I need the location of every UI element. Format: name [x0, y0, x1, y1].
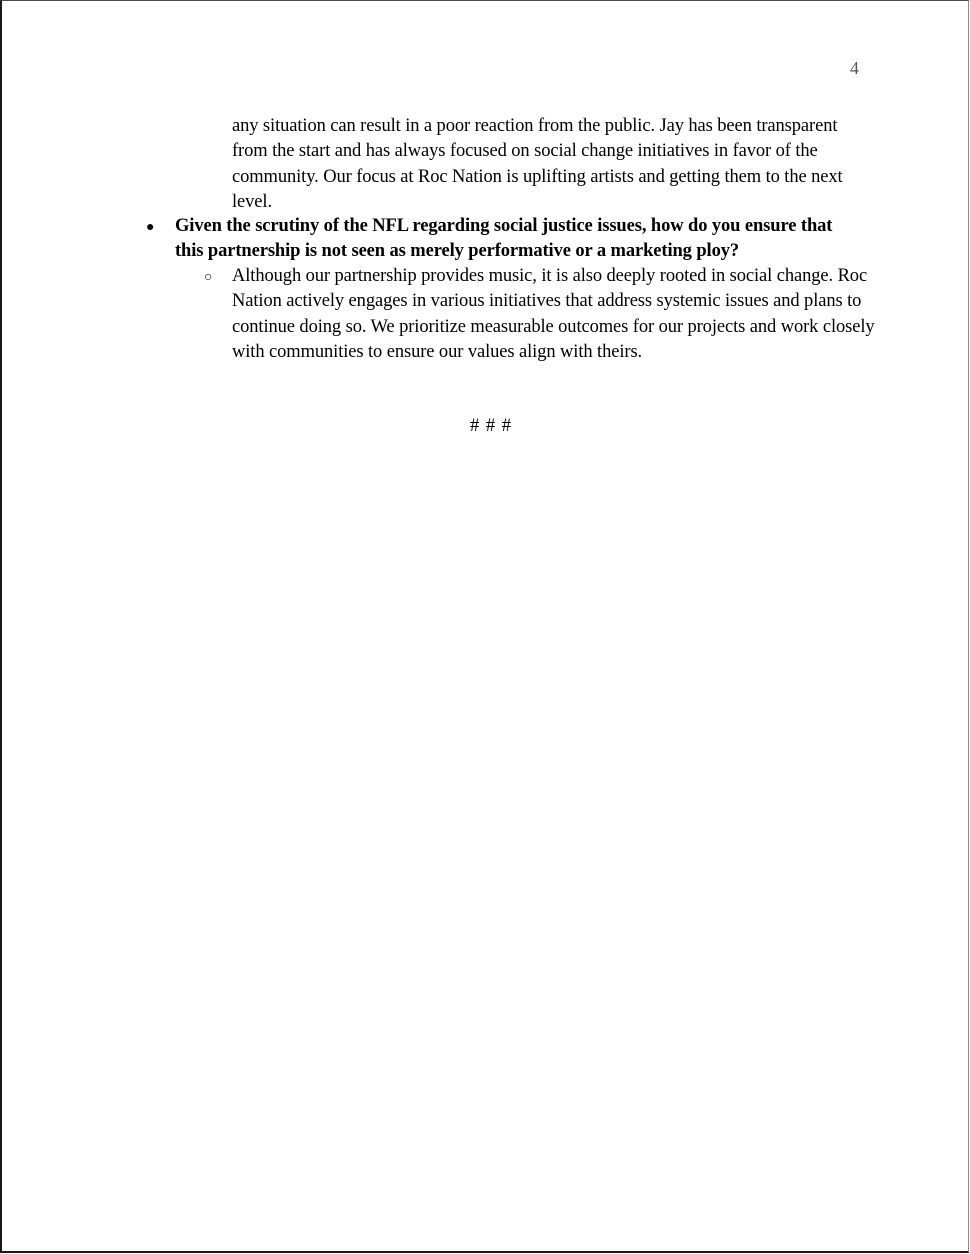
bullet-icon: ● — [146, 220, 155, 235]
sub-bullet-icon: ○ — [204, 270, 213, 285]
end-marker: # # # — [470, 416, 512, 436]
continued-answer-paragraph: any situation can result in a poor reaction from the public. Jay has been transparent from the start and has always focused on social change initiatives in favor of the community. Our focus at Roc Nation is uplifting artists and getting them to the next level. — [232, 116, 843, 212]
page-number: 4 — [850, 58, 859, 78]
question-text: Given the scrutiny of the NFL regarding social justice issues, how do you ensure that this partnership is not seen as merely performative or a marketing ploy? — [175, 216, 833, 262]
answer-text: Although our partnership provides music, it is also deeply rooted in social change. Roc Nation actively engages in various initiatives that address systemic issues and plans to continue doing so. We prioritize measurable outcomes for our projects and work closely with communities to ensure our values align with theirs. — [232, 266, 875, 362]
